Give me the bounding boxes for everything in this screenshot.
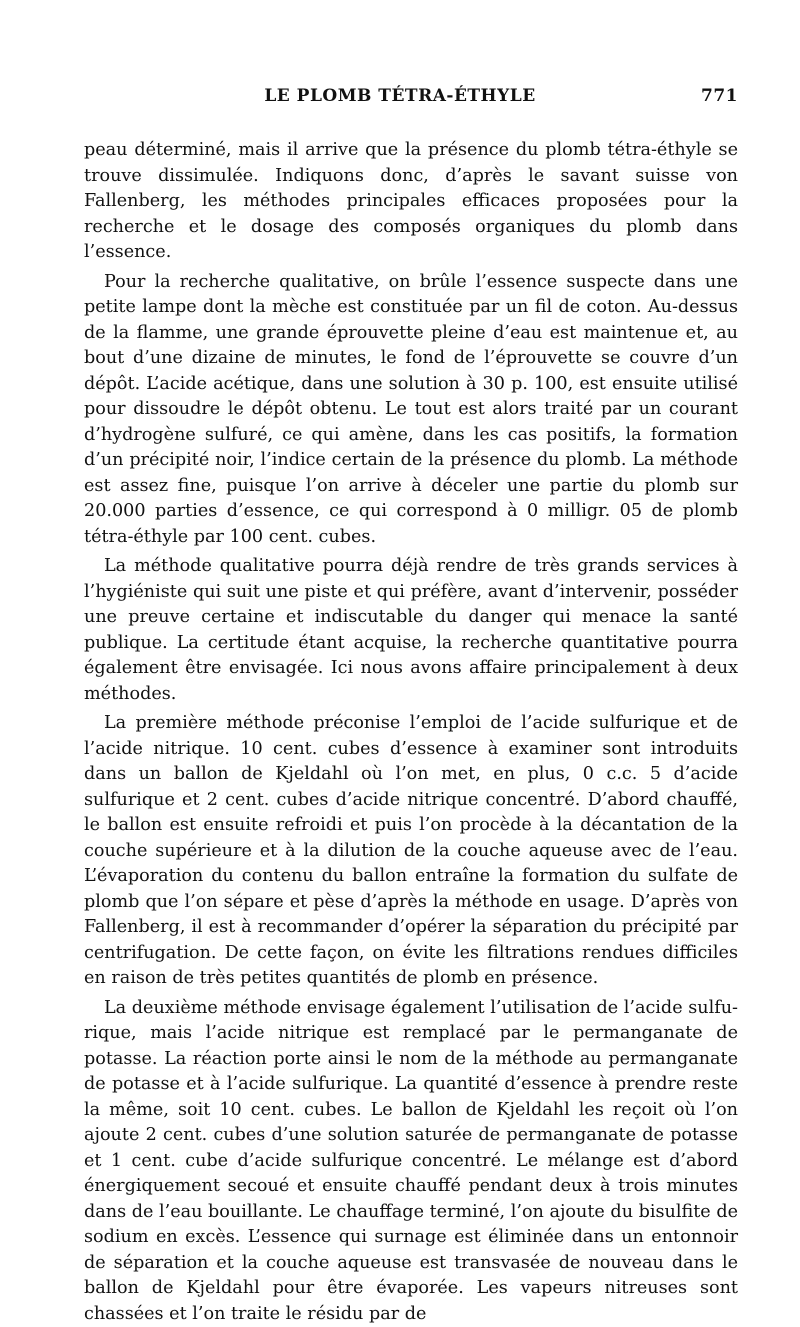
body-text xyxy=(84,138,738,1327)
paragraph-qualitative-research: Pour la recherche qualitative, on brûle l’essence suspecte dans une petite lampe dont la mèche est constituée par un fil de coton. Au-dessus de la flamme, une grande éprouvette pleine d’eau est maintenue et, au bout d’une dizaine de minutes, le fond de l’éprouvette se couvre d’un dépôt. L’acide acétique, dans une solution à 30 p. 100, est ensuite utilisé pour dissoudre le dépôt obtenu. Le tout est alors traité par un courant d’hydrogène sulfuré, ce qui amène, dans les cas positifs, la formation d’un précipité noir, l’indice certain de la présence du plomb. La méthode est assez fine, puisque l’on arrive à déceler une partie du plomb sur 20.000 parties d’essence, ce qui correspond à 0 milligr. 05 de plomb tétra-éthyle par 100 cent. cubes. xyxy=(84,270,738,551)
running-title: LE PLOMB TÉTRA-ÉTHYLE xyxy=(60,86,740,106)
paragraph-continuation: peau déterminé, mais il arrive que la présence du plomb tétra-éthyle se trouve dissimulée. Indiquons donc, d’après le savant suisse von Fallenberg, les méthodes principales efficaces proposées pour la recherche et le dosage des composés organiques du plomb dans l’essence. xyxy=(84,138,738,266)
paragraph-first-method: La première méthode préconise l’emploi de l’acide sulfurique et de l’acide nitrique. 10 cent. cubes d’essence à examiner sont introduits dans un ballon de Kjeldahl où l’on met, en plus, 0 c.c. 5 d’acide sulfurique et 2 cent. cubes d’acide nitrique concentré. D’abord chauffé, le ballon est ensuite refroidi et puis l’on procède à la décantation de la couche supérieure et à la dilution de la couche aqueuse avec de l’eau. L’évaporation du contenu du ballon entraîne la formation du sulfate de plomb que l’on sépare et pèse d’après la méthode en usage. D’après von Fallenberg, il est à recommander d’opérer la séparation du précipité par centrifugation. De cette façon, on évite les filtrations rendues difficiles en raison de très petites quantités de plomb en présence. xyxy=(84,711,738,992)
paragraph-second-method: La deuxième méthode envisage également l’utilisation de l’acide sulfurique, mais l’acide nitrique est remplacé par le permanganate de potasse. La réaction porte ainsi le nom de la méthode au permanganate de potasse et à l’acide sulfurique. La quantité d’essence à prendre reste la même, soit 10 cent. cubes. Le ballon de Kjeldahl les reçoit où l’on ajoute 2 cent. cubes d’une solution saturée de permanganate de potasse et 1 cent. cube d’acide sulfurique concentré. Le mélange est d’abord énergiquement secoué et ensuite chauffé pendant deux à trois minutes dans de l’eau bouillante. Le chauffage terminé, l’on ajoute du bisulfite de sodium en excès. L’essence qui surnage est éliminée dans un entonnoir de séparation et la couche aqueuse est transvasée de nouveau dans le ballon de Kjeldahl pour être évaporée. Les vapeurs nitreuses sont chassées et l’on traite le résidu par de xyxy=(84,996,738,1327)
paragraph-qualitative-method: La méthode qualitative pourra déjà rendre de très grands services à l’hygiéniste qui suit une piste et qui préfère, avant d’intervenir, posséder une preuve certaine et indiscutable du danger qui menace la santé publique. La certitude étant acquise, la recherche quantitative pourra également être envisagée. Ici nous avons affaire principalement à deux méthodes. xyxy=(84,554,738,707)
running-head xyxy=(60,86,740,114)
page-number: 771 xyxy=(701,86,738,106)
